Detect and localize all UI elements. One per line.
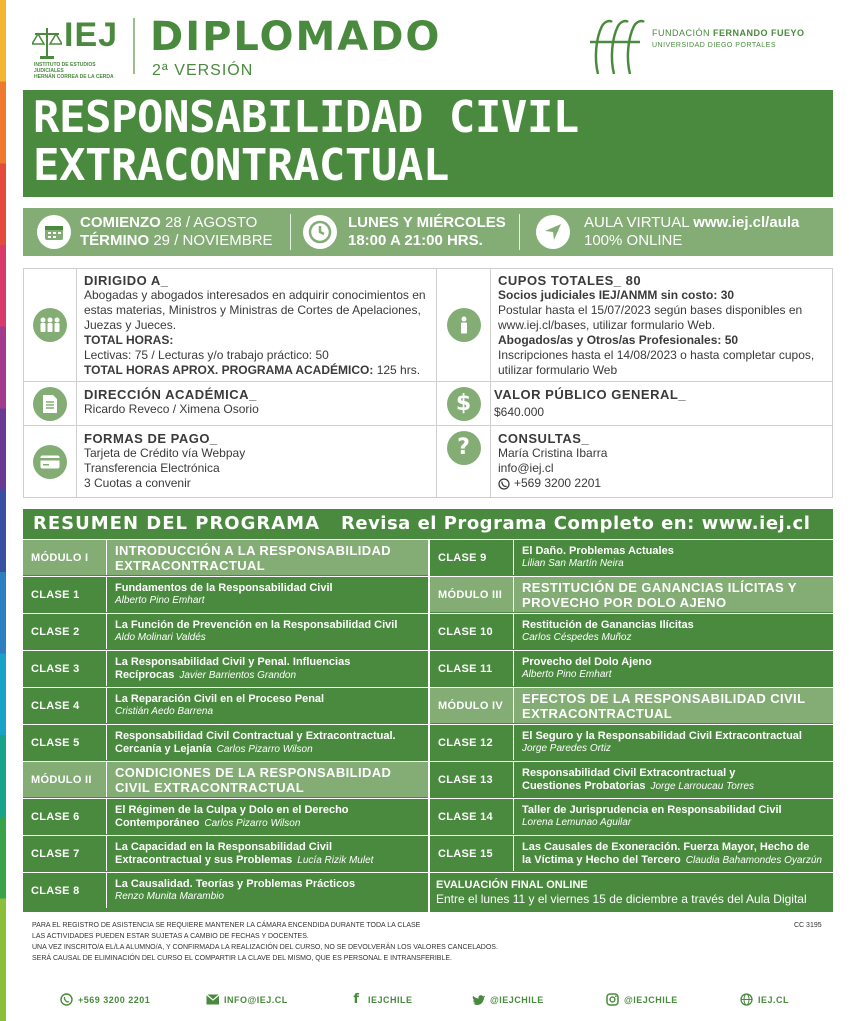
professor-name: Carlos Céspedes Muñoz [522, 632, 632, 643]
navigation-arrow-icon [536, 215, 570, 249]
class-label: CLASE 4 [23, 688, 107, 723]
diplomado-title: DIPLOMADO [150, 14, 442, 60]
valor-section: VALOR PÚBLICO GENERAL_ $640.000 [494, 387, 687, 419]
whatsapp-icon [498, 478, 510, 490]
class-row [23, 650, 428, 686]
professor-name: Claudia Bahamondes Oyarzún [685, 855, 822, 866]
whatsapp-icon [60, 993, 73, 1006]
fundacion-university: UNIVERSIDAD DIEGO PORTALES [652, 42, 776, 49]
class-label: CLASE 12 [430, 725, 514, 760]
class-row [430, 798, 833, 834]
class-title: El Daño. Problemas Actuales [522, 545, 674, 557]
class-title-cont: Extracontractual y sus Problemas [115, 854, 293, 866]
class-title: Responsabilidad Civil Extracontractual y [522, 767, 736, 779]
professor-name: Carlos Pizarro Wilson [216, 744, 313, 755]
class-row [430, 650, 833, 686]
class-row [23, 576, 428, 612]
class-title: La Capacidad en la Responsabilidad Civil [115, 841, 333, 853]
program-heading: RESUMEN DEL PROGRAMA [33, 513, 321, 534]
class-label: CLASE 2 [23, 614, 107, 649]
module-label: MÓDULO II [23, 762, 107, 797]
class-label: CLASE 5 [23, 725, 107, 760]
class-title-cont: Cuestiones Probatorias [522, 780, 646, 792]
program-summary [23, 509, 833, 912]
footer-phone[interactable]: +569 3200 2201 [60, 993, 150, 1006]
professor-name: Cristián Aedo Barrena [115, 706, 214, 717]
class-title: Taller de Jurisprudencia en Responsabilidad Civil [522, 804, 782, 816]
iej-logo [30, 16, 122, 80]
class-label: CLASE 13 [430, 762, 514, 797]
facebook-icon: f [353, 992, 360, 1007]
module-row [23, 539, 428, 575]
footer-facebook[interactable]: f IEJCHILE [350, 993, 413, 1006]
class-label: CLASE 8 [23, 873, 107, 908]
footer-web[interactable]: IEJ.CL [740, 993, 789, 1006]
class-row [430, 539, 833, 575]
professor-name: Alberto Pino Emhart [522, 669, 612, 680]
dates: COMIENZO 28 / AGOSTO TÉRMINO 29 / NOVIEMBRE [80, 214, 273, 249]
fundacion-name: FUNDACIÓN FERNANDO FUEYO [652, 28, 805, 38]
class-label: CLASE 9 [430, 540, 514, 575]
people-icon [33, 308, 67, 342]
course-title: RESPONSABILIDAD CIVIL EXTRACONTRACTUAL [33, 92, 579, 191]
direccion-section: DIRECCIÓN ACADÉMICA_ Ricardo Reveco / Ximena Osorio [84, 387, 259, 416]
class-title-cont: la Víctima y Hecho del Tercero [522, 854, 681, 866]
class-label: CLASE 1 [23, 577, 107, 612]
class-title: Fundamentos de la Responsabilidad Civil [115, 582, 333, 594]
course-details-table [23, 268, 833, 498]
cc-code: CC 3195 [794, 922, 822, 929]
class-row [430, 761, 833, 797]
module-title: CONDICIONES DE LA RESPONSABILIDAD CIVIL EXTRACONTRACTUAL [115, 765, 392, 795]
header-divider [133, 18, 135, 74]
module-row [430, 687, 833, 723]
class-title: El Régimen de la Culpa y Dolo en el Derecho [115, 804, 349, 816]
person-icon [447, 308, 481, 342]
class-title: La Responsabilidad Civil y Penal. Influencias [115, 656, 351, 668]
module-row [430, 576, 833, 612]
class-title: La Reparación Civil en el Proceso Penal [115, 693, 325, 705]
module-label: MÓDULO III [430, 577, 514, 612]
module-row [23, 761, 428, 797]
globe-icon [740, 993, 753, 1006]
class-row [23, 687, 428, 723]
column-divider [428, 539, 430, 912]
class-title: Responsabilidad Civil Contractual y Extracontractual. [115, 730, 396, 742]
consultas-section: CONSULTAS_ María Cristina Ibarra info@iej.cl +569 3200 2201 [498, 431, 608, 490]
module-label: MÓDULO IV [430, 688, 514, 723]
final-evaluation: EVALUACIÓN FINAL ONLINE Entre el lunes 11 y el viernes 15 de diciembre a través del Aula Digital [436, 879, 807, 906]
class-title-cont: Cercanía y Lejanía [115, 743, 212, 755]
course-title-box [23, 90, 833, 197]
scales-icon [32, 24, 62, 60]
professor-name: Renzo Munita Marambio [115, 891, 224, 902]
professor-name: Jorge Larroucau Torres [650, 781, 755, 792]
iej-logo-subtitle: INSTITUTO DE ESTUDIOS JUDICIALES HERNÁN CORREA DE LA CERDA [34, 62, 114, 80]
class-row [23, 613, 428, 649]
class-label: CLASE 3 [23, 651, 107, 686]
dollar-icon: $ [447, 387, 481, 421]
professor-name: Javier Barrientos Grandon [179, 670, 297, 681]
class-schedule: LUNES Y MIÉRCOLES 18:00 A 21:00 HRS. [348, 214, 506, 249]
program-link[interactable]: Revisa el Programa Completo en: www.iej.cl [341, 513, 811, 534]
class-row [430, 835, 833, 871]
professor-name: Carlos Pizarro Wilson [204, 818, 301, 829]
class-label: CLASE 11 [430, 651, 514, 686]
class-label: CLASE 15 [430, 836, 514, 871]
calendar-icon [37, 215, 71, 249]
class-label: CLASE 10 [430, 614, 514, 649]
class-label: CLASE 14 [430, 799, 514, 834]
footer-email[interactable]: INFO@IEJ.CL [206, 993, 288, 1006]
twitter-icon [472, 993, 485, 1006]
consultas-phone[interactable]: +569 3200 2201 [514, 476, 602, 490]
professor-name: Lucía Rizik Mulet [297, 855, 374, 866]
professor-name: Jorge Paredes Ortiz [522, 743, 611, 754]
final-divider [430, 872, 833, 873]
class-label: CLASE 6 [23, 799, 107, 834]
module-title: EFECTOS DE LA RESPONSABILIDAD CIVIL EXTRACONTRACTUAL [522, 691, 806, 721]
class-row [23, 835, 428, 871]
fundacion-logo-icon [584, 18, 646, 76]
iej-logo-text: IEJ [64, 16, 119, 54]
clock-icon [303, 215, 337, 249]
class-title-cont: Contemporáneo [115, 817, 200, 829]
class-row [430, 724, 833, 760]
class-title-cont: Recíprocas [115, 669, 175, 681]
class-row [23, 724, 428, 760]
footer-notes: PARA EL REGISTRO DE ASISTENCIA SE REQUIERE MANTENER LA CÁMARA ENCENDIDA DURANTE TODA LA CLASE LAS ACTIVIDADES PUEDEN ESTAR SUJETAS A CAMBIO DE FECHAS Y DOCENTES. UNA VEZ INSCRITO/A EL/LA ALUMNO/A, Y CONFIRMADA LA REALIZACIÓN DEL CURSO, NO SE DEVOLVERÁN LOS VALORES CANCELADOS. SERÁ CAUSAL DE ELIMINACIÓN DEL CURSO EL COMPARTIR LA CLAVE DEL MISMO, QUE ES PERSONAL E INTRANSFERIBLE. [32, 922, 498, 962]
version-label: 2ª VERSIÓN [152, 62, 254, 79]
class-label: CLASE 7 [23, 836, 107, 871]
document-icon [33, 387, 67, 421]
credit-card-icon [33, 445, 67, 479]
module-title: RESTITUCIÓN DE GANANCIAS ILÍCITAS Y PROVECHO POR DOLO AJENO [522, 580, 797, 610]
footer-twitter[interactable]: @IEJCHILE [472, 993, 544, 1006]
professor-name: Lilian San Martín Neira [522, 558, 624, 569]
class-title: La Causalidad. Teorías y Problemas Prácticos [115, 878, 356, 890]
class-title: Las Causales de Exoneración. Fuerza Mayor, Hecho de [522, 841, 810, 853]
class-title: La Función de Prevención en la Responsabilidad Civil [115, 619, 398, 631]
class-title: Provecho del Dolo Ajeno [522, 656, 652, 668]
professor-name: Alberto Pino Emhart [115, 595, 205, 606]
mail-icon [206, 993, 219, 1006]
question-icon: ? [447, 431, 481, 465]
module-title: INTRODUCCIÓN A LA RESPONSABILIDAD EXTRACONTRACTUAL [115, 543, 392, 573]
class-title: El Seguro y la Responsabilidad Civil Extracontractual [522, 730, 802, 742]
left-color-stripe [0, 0, 6, 1021]
module-label: MÓDULO I [23, 540, 107, 575]
class-row [430, 613, 833, 649]
instagram-icon [606, 993, 619, 1006]
class-row [23, 872, 428, 908]
pago-section: FORMAS DE PAGO_ Tarjeta de Crédito vía Webpay Transferencia Electrónica 3 Cuotas a convenir [84, 431, 246, 490]
professor-name: Aldo Molinari Valdés [115, 632, 206, 643]
class-title: Restitución de Ganancias Ilícitas [522, 619, 694, 631]
class-row [23, 798, 428, 834]
cupos-section: CUPOS TOTALES_ 80 Socios judiciales IEJ/ANMM sin costo: 30 Postular hasta el 15/07/2023 según bases disponibles en www.iej.cl/bases, utilizar formulario Web. Abogados/as y Otros/as Profesionales: 50 Inscripciones hasta el 14/08/2023 o hasta completar cupos, utilizar formulario Web [498, 273, 815, 377]
dirigido-section: DIRIGIDO A_ Abogadas y abogados interesados en adquirir conocimientos en estas materias, Ministros y Ministras de Cortes de Apelaciones, Juezas y Jueces. TOTAL HORAS: Lectivas: 75 / Lecturas y/o trabajo práctico: 50 TOTAL HORAS APROX. PROGRAMA ACADÉMICO: 125 hrs. [84, 273, 426, 377]
aula-virtual: AULA VIRTUAL www.iej.cl/aula 100% ONLINE [584, 214, 800, 249]
schedule-band [23, 208, 833, 256]
professor-name: Lorena Lemunao Aguilar [522, 817, 632, 828]
footer-instagram[interactable]: @IEJCHILE [606, 993, 678, 1006]
